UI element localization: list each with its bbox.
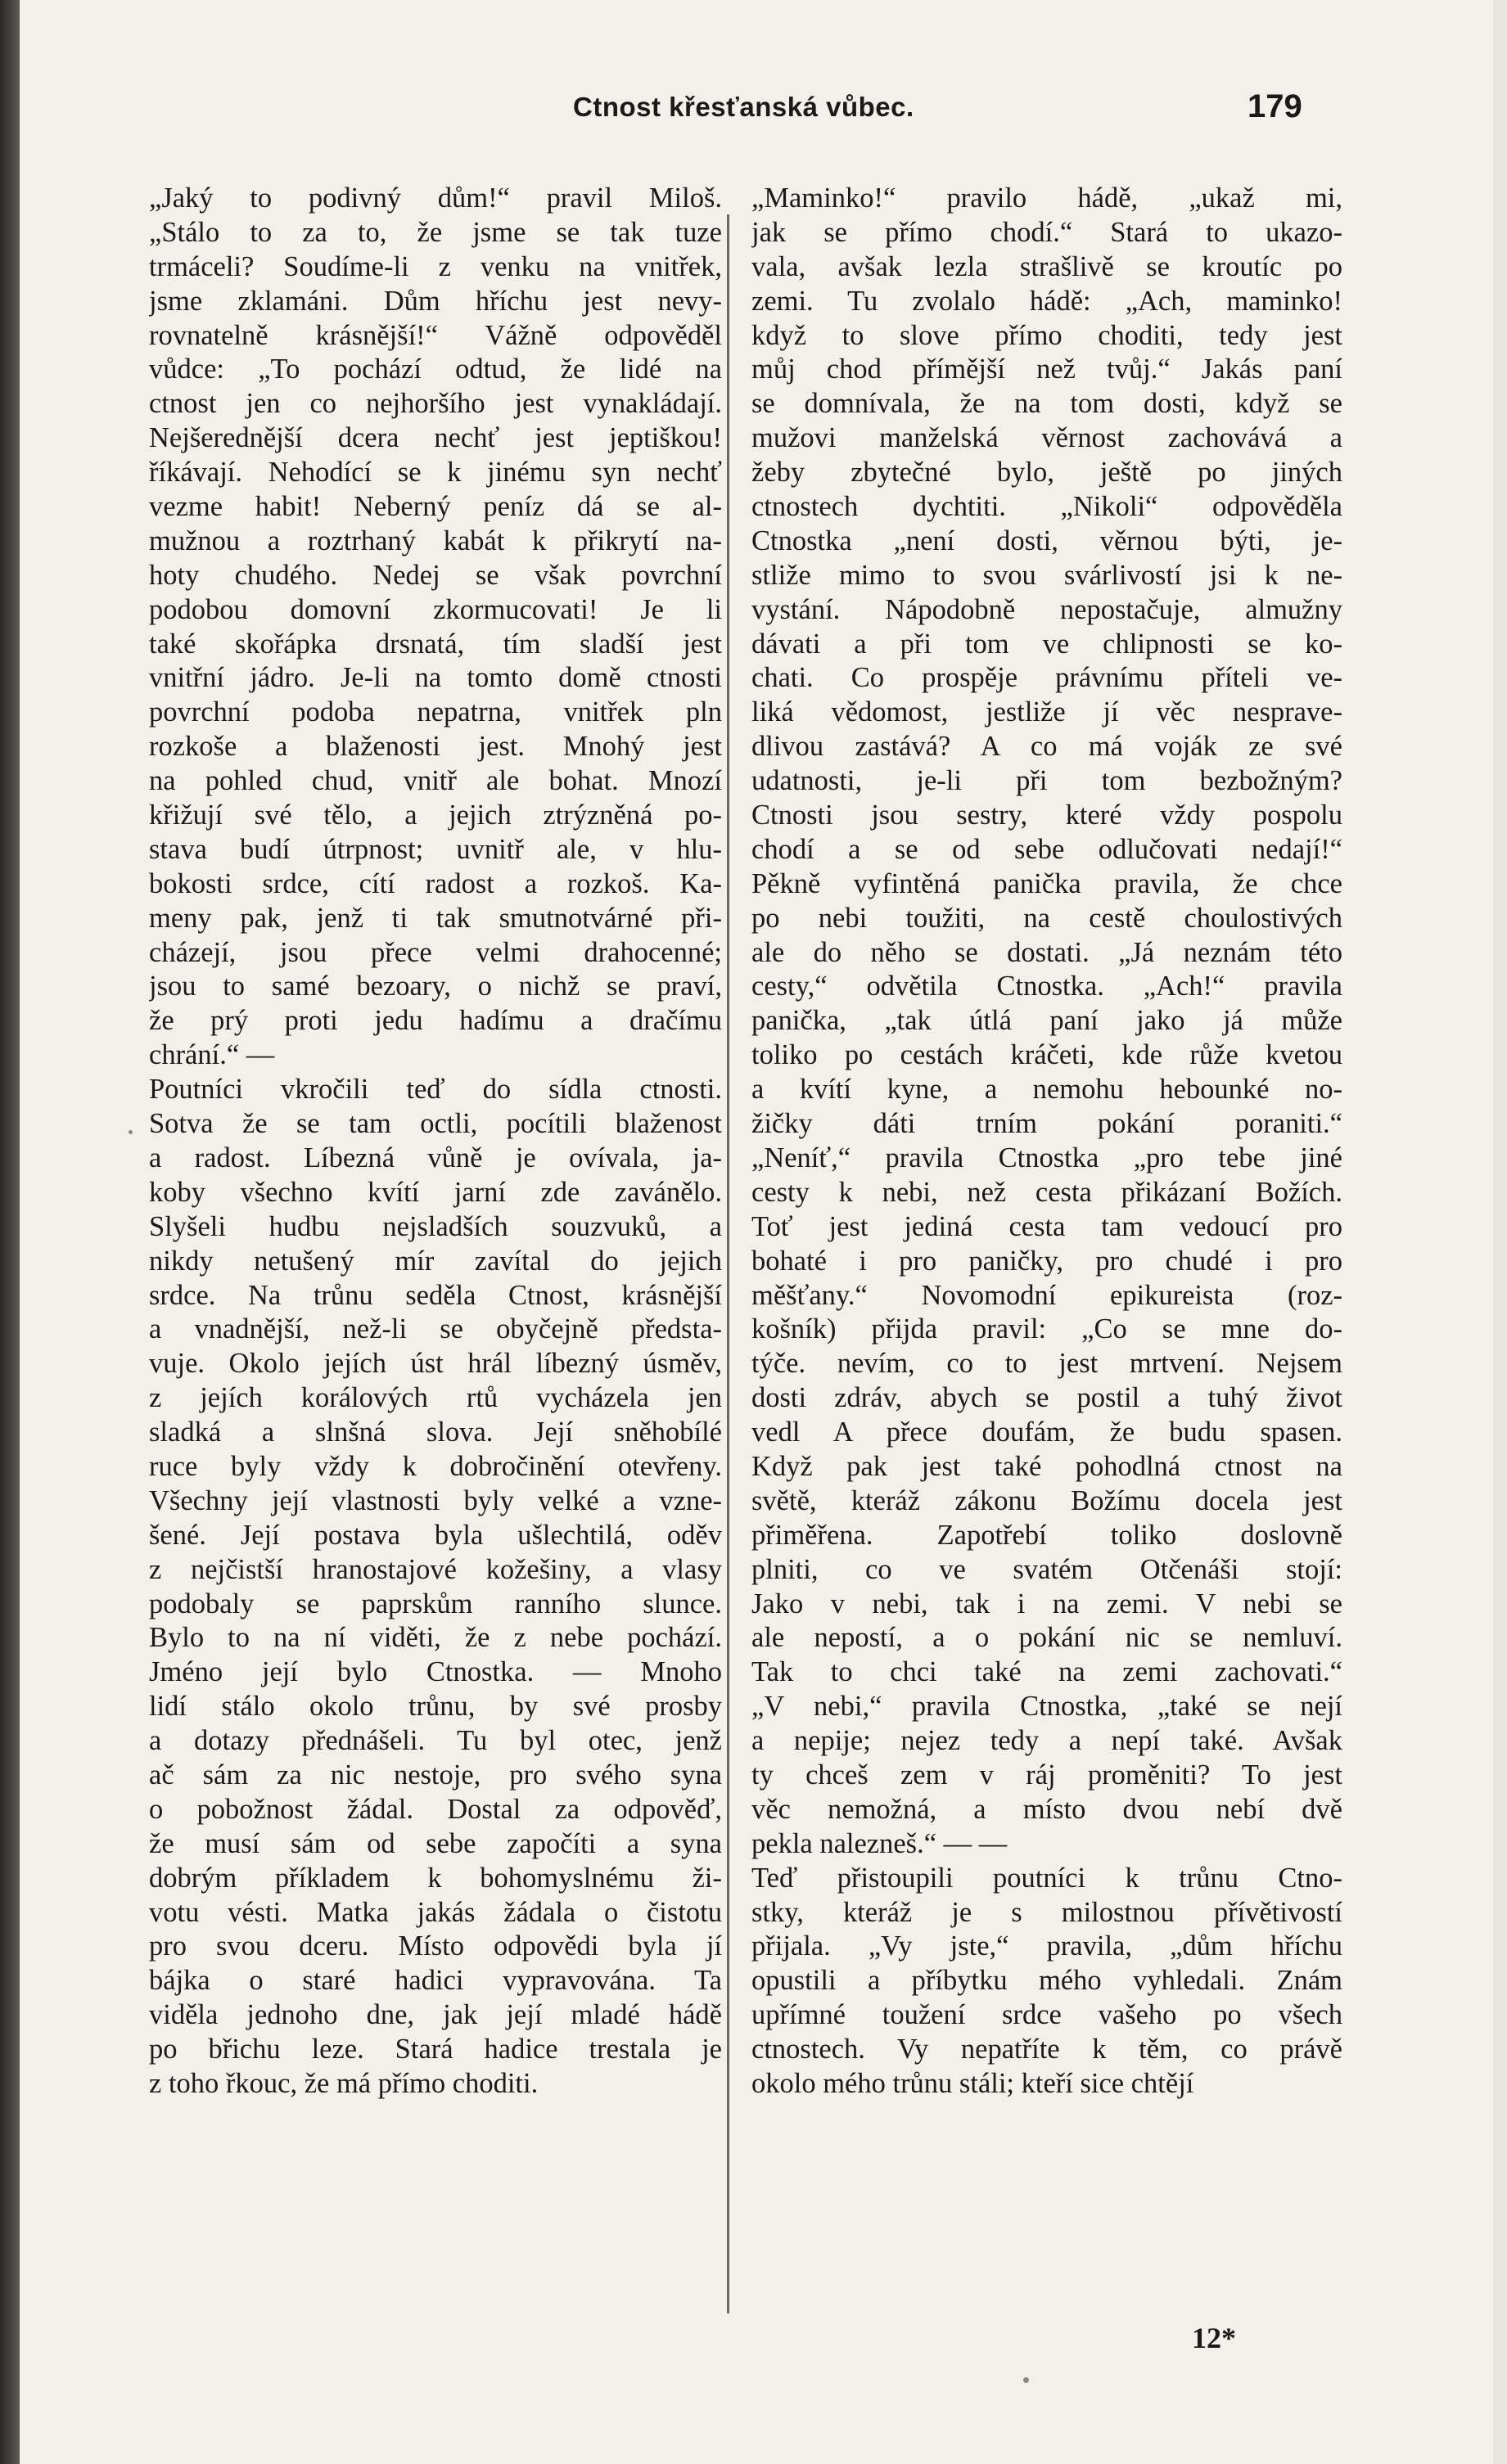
text-line: přiměřena. Zapotřebí toliko doslovně [751,1519,1342,1551]
text-line: jak se přímo chodí.“ Stará to ukazo- [751,216,1342,248]
text-line: panička, „tak útlá paní jako já může [751,1005,1342,1037]
text-line: „Maminko!“ pravilo hádě, „ukaž mi, [751,182,1342,214]
page-header [20,88,1493,141]
text-line: podobou domovní zkormucovati! Je li [149,593,722,625]
text-line: Bylo to na ní viděti, že z nebe pochází. [149,1622,722,1654]
text-line: nikdy netušený mír zavítal do jejich [149,1245,722,1277]
text-line: říkávají. Nehodící se k jinému syn nechť [149,457,722,489]
text-line: z toho řkouc, že má přímo choditi. [149,2067,539,2099]
text-line: Ctnostka „není dosti, věrnou býti, je- [751,525,1342,556]
text-line: jsou to samé bezoary, o nichž se praví, [149,971,722,1002]
text-line: ale do něho se dostati. „Já neznám této [751,936,1342,968]
text-line: „Neníť,“ pravila Ctnostka „pro tebe jiné [751,1142,1342,1173]
text-line: se domnívala, že na tom dosti, když se [751,388,1342,420]
text-line: že musí sám od sebe započíti a syna [149,1827,722,1859]
text-line: stliže mimo to svou svárlivostí jsi k ne- [751,559,1342,591]
text-line: dávati a při tom ve chlipnosti se ko- [751,628,1342,660]
text-line: na pohled chud, vnitř ale bohat. Mnozí [149,765,722,797]
text-line: ty chceš zem v ráj proměniti? To jest [751,1759,1342,1791]
text-line: ctnostech. Vy nepatříte k těm, co právě [751,2034,1342,2065]
text-line: že prý proti jedu hadímu a dračímu [149,1005,722,1037]
text-line: vnitřní jádro. Je-li na tomto domě ctnosti [149,662,722,694]
text-line: Toť jest jediná cesta tam vedoucí pro [751,1210,1342,1242]
text-line: dobrým příkladem k bohomyslnému ži- [149,1862,722,1894]
text-line: měšťany.“ Novomodní epikureista (roz- [751,1279,1342,1311]
text-line: žeby zbytečné bylo, ještě po jiných [751,457,1342,489]
text-line: trmáceli? Soudíme-li z venku na vnitřek, [149,250,722,282]
signature-mark: 12* [1192,2322,1236,2354]
text-line: Nejšerednější dcera nechť jest jeptiškou! [149,422,722,454]
text-line: vůdce: „To pochází odtud, že lidé na [149,354,722,385]
text-line: stky, kteráž je s milostnou přívětivostí [751,1896,1342,1928]
text-line: Jako v nebi, tak i na zemi. V nebi se [751,1588,1342,1619]
text-line: zemi. Tu zvolalo hádě: „Ach, maminko! [751,285,1342,317]
text-line: opustili a příbytku mého vyhledali. Znám [751,1965,1342,1997]
paper-speck [1023,2377,1029,2383]
text-line: „Stálo to za to, že jsme se tak tuze [149,216,722,248]
text-line: stava budí útrpnost; uvnitř ale, v hlu- [149,833,722,865]
text-line: cesty k nebi, než cesta přikázaní Božích. [751,1176,1342,1208]
text-line: Když pak jest také pohodlná ctnost na [751,1450,1342,1482]
text-line: chati. Co prospěje právnímu příteli ve- [751,662,1342,694]
text-line: chrání.“ — [149,1039,275,1071]
running-title: Ctnost křesťanská vůbec. [573,92,914,122]
text-line: meny pak, jenž ti tak smutnotvárné při- [149,902,722,934]
text-line: chodí a se od sebe odlučovati nedají!“ [751,833,1342,865]
text-line: věc nemožná, a místo dvou nebí dvě [751,1793,1342,1825]
text-line: po břichu leze. Stará hadice trestala je [149,2034,722,2065]
text-line: týče. nevím, co to jest mrtvení. Nejsem [751,1348,1342,1380]
text-line: plniti, co ve svatém Otčenáši stojí: [751,1553,1342,1585]
text-line: rovnatelně krásnější!“ Vážně odpověděl [149,319,722,351]
text-line: vystání. Nápodobně nepostačuje, almužny [751,593,1342,625]
text-line: „Jaký to podivný dům!“ pravil Miloš. [149,182,722,214]
text-line: dlivou zastává? A co má voják ze své [751,731,1342,763]
text-line: Slyšeli hudbu nejsladších souzvuků, a [149,1210,722,1242]
text-line: také skořápka drsnatá, tím sladší jest [149,628,722,660]
text-line: vezme habit! Neberný peníz dá se al- [149,491,722,523]
text-line: Všechny její vlastnosti byly velké a vzne- [149,1484,722,1516]
text-line: srdce. Na trůnu seděla Ctnost, krásnější [149,1279,722,1311]
text-line: mužovi manželská věrnost zachovává a [751,422,1342,454]
text-line: koby všechno kvítí jarní zde zavánělo. [149,1176,722,1208]
text-line: ač sám za nic nestoje, pro svého syna [149,1759,722,1791]
text-line: a nepije; nejez tedy a nepí také. Avšak [751,1725,1342,1757]
text-line: ctnost jen co nejhoršího jest vynakládají. [149,388,722,420]
text-line: vedl A přece doufám, že budu spasen. [751,1417,1342,1448]
text-line: pekla naleznеš.“ — — [751,1827,1008,1859]
text-line: bohaté i pro paničky, pro chudé i pro [751,1245,1342,1277]
text-line: můj chod přímější než tvůj.“ Jakás paní [751,354,1342,385]
column-divider [727,214,729,2313]
text-line: okolo mého trůnu stáli; kteří sice chtějí [751,2067,1194,2099]
text-line: rozkoše a blaženosti jest. Mnohý jest [149,731,722,763]
text-line: Poutníci vkročili teď do sídla ctnosti. [149,1074,722,1106]
text-line: Sotva že se tam octli, pocítili blaženost [149,1108,722,1140]
text-line: o pobožnost žádal. Dostal za odpověď, [149,1793,722,1825]
left-column [149,182,722,2101]
text-line: upřímné toužení srdce vašeho po všech [751,1999,1342,2031]
text-line: podobaly se paprskům ranního slunce. [149,1588,722,1619]
text-line: Pěkně vyfintěná panička pravila, že chce [751,867,1342,899]
text-line: viděla jednoho dne, jak její mladé hádě [149,1999,722,2031]
text-line: z nejčistší hranostajové kožešiny, a vlasy [149,1553,722,1585]
text-line: cesty,“ odvětila Ctnostka. „Ach!“ pravila [751,971,1342,1002]
text-line: křižují své tělo, a jejich ztrýzněná po- [149,800,722,831]
text-line: udatnosti, je-li při tom bezbožným? [751,765,1342,797]
text-line: a radost. Líbezná vůně je ovívala, ja- [149,1142,722,1173]
book-page [20,0,1493,2464]
text-line: ctnostech dychtiti. „Nikoli“ odpověděla [751,491,1342,523]
text-line: vala, avšak lezla strašlivě se kroutíc po [751,250,1342,282]
text-line: hoty chudého. Nedej se však povrchní [149,559,722,591]
scan-left-edge [0,0,20,2464]
text-line: votu vésti. Matka jakás žádala o čistotu [149,1896,722,1928]
text-line: liká vědomost, jestliže jí věc nesprave- [751,696,1342,728]
text-line: bokosti srdce, cítí radost a rozkoš. Ka- [149,867,722,899]
text-line: šené. Její postava byla ušlechtilá, oděv [149,1519,722,1551]
text-line: Jméno její bylo Ctnostka. — Mnoho [149,1656,722,1688]
text-line: toliko po cestách kráčeti, kde růže kvetou [751,1039,1342,1071]
text-line: Tak to chci také na zemi zachovati.“ [751,1656,1342,1688]
text-line: mužnou a roztrhaný kabát k přikrytí na- [149,525,722,556]
text-line: vuje. Okolo jejích úst hrál líbezný úsměv, [149,1348,722,1380]
text-line: žičky dáti trním pokání poraniti.“ [751,1108,1342,1140]
text-line: z jejích korálových rtů vycházela jen [149,1382,722,1414]
text-line: pro svou dceru. Místo odpovědi byla jí [149,1930,722,1962]
text-line: Ctnosti jsou sestry, které vždy pospolu [751,800,1342,831]
text-line: dosti zdráv, abych se postil a tuhý život [751,1382,1342,1414]
right-column [751,182,1342,2101]
text-line: po nebi toužiti, na cestě choulostivých [751,902,1342,934]
paper-speck [129,1130,133,1134]
text-line: ruce byly vždy k dobročinění otevřeny. [149,1450,722,1482]
page-number: 179 [1248,88,1302,124]
text-line: a kvítí kyne, a nemohu hebounké no- [751,1074,1342,1106]
text-line: Teď přistoupili poutníci k trůnu Ctno- [751,1862,1342,1894]
text-line: jsme zklamáni. Dům hříchu jest nevy- [149,285,722,317]
text-line: bájka o staré hadici vypravována. Ta [149,1965,722,1997]
text-line: ale nepostí, a o pokání nic se nemluví. [751,1622,1342,1654]
text-line: „V nebi,“ pravila Ctnostka, „také se nejí [751,1691,1342,1723]
text-line: když to slove přímo choditi, tedy jest [751,319,1342,351]
text-line: povrchní podoba nepatrna, vnitřek pln [149,696,722,728]
text-line: přijala. „Vy jste,“ pravila, „dům hříchu [751,1930,1342,1962]
text-line: cházejí, jsou přece velmi drahocenné; [149,936,722,968]
text-line: košník) přijda pravil: „Co se mne do- [751,1313,1342,1345]
text-line: a vnadnější, než-li se obyčejně předsta- [149,1313,722,1345]
text-line: a dotazy přednášeli. Tu byl otec, jenž [149,1725,722,1757]
text-line: lidí stálo okolo trůnu, by své prosby [149,1691,722,1723]
text-line: světě, kteráž zákonu Božímu docela jest [751,1484,1342,1516]
text-line: sladká a slnšná slova. Její sněhobílé [149,1417,722,1448]
